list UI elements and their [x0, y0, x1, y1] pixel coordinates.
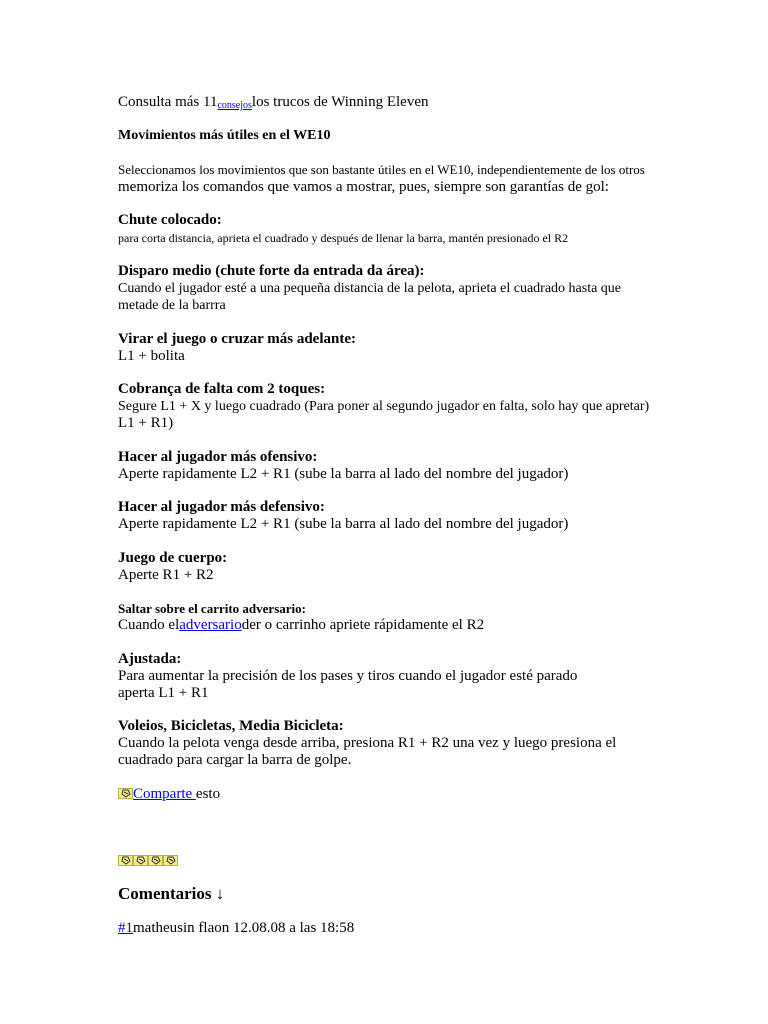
move-title: Voleios, Bicicletas, Media Bicicleta:: [118, 718, 344, 734]
move-title: Hacer al jugador más defensivo:: [118, 499, 325, 515]
move-title: Saltar sobre el carrito adversario:: [118, 601, 306, 616]
move-title: Cobrança de falta com 2 toques:: [118, 381, 326, 397]
move-desc: Cuando la pelota venga desde arriba, presiona R1 + R2 una vez y luego presiona el: [118, 735, 617, 751]
move-desc: Segure L1 + X y luego cuadrado (Para poner al segundo jugador en falta, solo hay que apretar): [118, 399, 650, 414]
move-title: Hacer al jugador más ofensivo:: [118, 449, 318, 465]
move-title: Ajustada:: [118, 651, 182, 667]
bookmark-icon[interactable]: [133, 855, 148, 866]
move-desc: cuadrado para cargar la barra de golpe.: [118, 752, 352, 768]
bookmark-icon[interactable]: [163, 855, 178, 866]
bookmark-icon[interactable]: [118, 855, 133, 866]
move-desc: Cuando el jugador esté a una pequeña distancia de la pelota, aprieta el cuadrado hasta que: [118, 281, 622, 296]
move-desc: aperta L1 + R1: [118, 685, 209, 701]
move-desc: L1 + bolita: [118, 348, 185, 364]
page-title: Movimientos más útiles en el WE10: [118, 128, 331, 143]
share-link[interactable]: Comparte: [133, 786, 196, 802]
move-desc: metade de la barrra: [118, 298, 226, 313]
share-icon[interactable]: [118, 788, 133, 799]
move-desc: Cuando eladversarioder o carrinho apriete rápidamente el R2: [118, 617, 485, 633]
comment-entry: #1matheusin flaon 12.08.08 a las 18:58: [118, 920, 355, 936]
bookmark-icon[interactable]: [148, 855, 163, 866]
move-title: Chute colocado:: [118, 212, 222, 228]
comments-heading: Comentarios ↓: [118, 884, 225, 903]
move-title: Virar el juego o cruzar más adelante:: [118, 331, 357, 347]
move-desc: L1 + R1): [118, 415, 174, 431]
lead-line-2: memoriza los comandos que vamos a mostrar, pues, siempre son garantías de gol:: [118, 179, 609, 195]
comment-number-link[interactable]: #1: [118, 920, 133, 936]
share-row: Comparte esto: [118, 786, 220, 803]
move-title: Juego de cuerpo:: [118, 550, 228, 566]
move-desc: Aperte R1 + R2: [118, 567, 214, 583]
intro-line: Consulta más 11consejoslos trucos de Winning Eleven: [118, 94, 429, 111]
move-title: Disparo medio (chute forte da entrada da área):: [118, 263, 425, 279]
move-desc: Para aumentar la precisión de los pases y tiros cuando el jugador esté parado: [118, 668, 578, 684]
bookmark-icons: [118, 852, 178, 869]
move-desc: Aperte rapidamente L2 + R1 (sube la barra al lado del nombre del jugador): [118, 516, 569, 532]
move-desc: Aperte rapidamente L2 + R1 (sube la barra al lado del nombre del jugador): [118, 466, 569, 482]
consejos-link[interactable]: consejos: [217, 100, 252, 111]
adversario-link[interactable]: adversario: [179, 617, 242, 633]
move-desc: para corta distancia, aprieta el cuadrado y después de llenar la barra, mantén presionado el R2: [118, 231, 569, 245]
lead-line-1: Seleccionamos los movimientos que son bastante útiles en el WE10, independientemente de los otros: [118, 162, 645, 177]
